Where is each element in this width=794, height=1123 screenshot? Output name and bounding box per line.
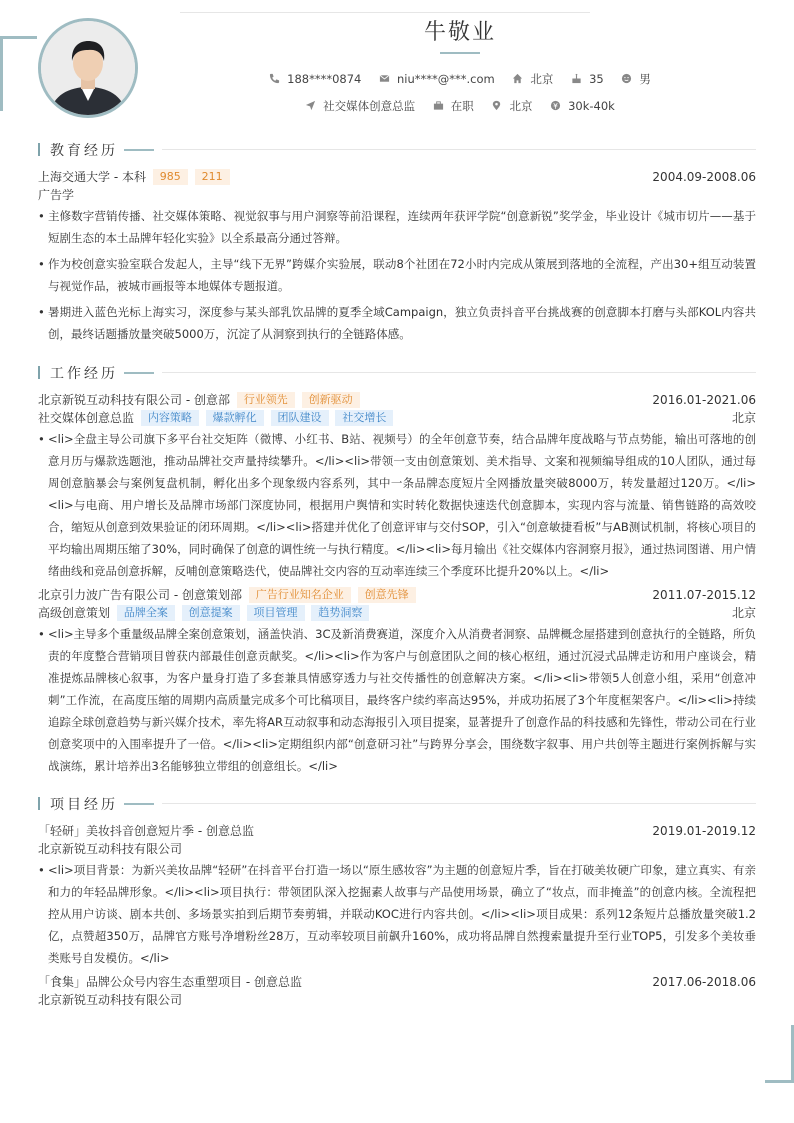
position-row	[38, 604, 756, 622]
skill-tag: 趋势洞察	[311, 605, 369, 621]
list-item: • <li>全盘主导公司旗下多平台社交矩阵（微博、小红书、B站、视频号）的全年创意节奏，结合品牌年度战略与节点势能，输出可落地的创意月历与爆款选题池，推动品牌社交声量持续攀升。</li><li>带领一支由创意策划、美术指导、文案和视频编导组成的10人团队，通过每周创意脑暴会与案例复盘机制，孵化出多个现象级内容系列，其中一条品牌态度短片全网播放量突破8000万，转发量超过120万。</li><li>与电商、用户增长及品牌市场部门深度协同，根据用户舆情和实时转化数据快速迭代创意脚本，实现内容与流量、销售链路的高效咬合，缩短从创意到效果验证的闭环周期。</li><li>搭建并优化了创意评审与交付SOP，引入“创意敏捷看板”与AB测试机制，将核心项目的平均输出周期压缩了30%，同时确保了创意的调性统一与执行精度。</li><li>每月输出《社交媒体内容洞察月报》，通过热词图谱、用户情绪曲线和竞品创意拆解，反哺创意策略迭代，使品牌社交内容的互动率连续三个季度环比提升20%以上。</li>	[38, 428, 756, 582]
skill-tag: 项目管理	[247, 605, 305, 621]
education-section-header	[38, 140, 756, 160]
list-item: • 暑期进入蓝色光标上海实习，深度参与某头部乳饮品牌的夏季全域Campaign，独立负责抖音平台挑战赛的创意脚本打磨与头部KOL内容共创，最终话题播放量突破5000万，沉淀了从洞察到执行的全链路体感。	[38, 301, 756, 345]
money-icon	[550, 100, 561, 111]
face-icon	[621, 73, 632, 84]
company-name: 北京引力波广告有限公司 - 创意策划部	[38, 588, 242, 602]
top-divider	[180, 12, 590, 13]
section-title: 教育经历	[50, 143, 118, 159]
skill-tag: 内容策略	[141, 410, 199, 426]
email-icon	[379, 73, 390, 84]
send-icon	[305, 100, 316, 111]
work-section	[38, 363, 756, 781]
major: 广告学	[38, 188, 75, 202]
project-name: 「食集」品牌公众号内容生态重塑项目 - 创意总监	[38, 975, 302, 989]
project-date: 2019.01-2019.12	[652, 824, 756, 838]
project-section-header	[38, 794, 756, 814]
job-status-text: 在职	[450, 99, 474, 113]
list-item: • 作为校创意实验室联合发起人，主导“线下无界”跨媒介实验展，联动8个社团在72小时内完成从策展到落地的全流程，产出30+组互动装置与视觉作品，被城市画报等本地媒体专题报道。	[38, 253, 756, 297]
work-entry-header	[38, 586, 756, 604]
candidate-name: 牛敬业	[423, 20, 496, 45]
intent-title-text: 社交媒体创意总监	[323, 99, 416, 113]
contact-info-row	[0, 71, 794, 87]
company-name: 北京新锐互动科技有限公司 - 创意部	[38, 393, 230, 407]
position-title: 高级创意策划	[38, 606, 111, 620]
education-bullets	[38, 205, 756, 345]
project-entry-header	[38, 973, 756, 991]
phone-item	[269, 72, 361, 86]
email-item	[379, 72, 495, 86]
gender-text: 男	[639, 72, 651, 86]
education-date: 2004.09-2008.06	[652, 170, 756, 184]
work-city: 北京	[731, 411, 756, 425]
city-text: 北京	[530, 72, 554, 86]
job-intent-row	[0, 98, 794, 114]
location-text: 北京	[509, 99, 533, 113]
decorative-corner-bottom-right	[765, 1025, 794, 1083]
work-description	[38, 428, 756, 582]
gender-item	[621, 71, 651, 87]
project-name: 「轻研」美妆抖音创意短片季 - 创意总监	[38, 824, 254, 838]
company-tag: 广告行业知名企业	[249, 587, 351, 603]
briefcase-icon	[433, 100, 444, 111]
list-item: • <li>主导多个重量级品牌全案创意策划，涵盖快消、3C及新消费赛道，深度介入从消费者洞察、品牌概念屋搭建到创意执行的全链路，所负责的年度整合营销项目曾获内部最佳创意贡献奖。</li><li>作为客户与创意团队之间的核心枢纽，通过沉浸式品牌走访和用户座谈会，精准提炼品牌核心叙事，为客户量身打造了多套兼具情感穿透力与社交传播性的创意解决方案。</li><li>带领5人创意小组，采用“创意冲刺”工作流，在高度压缩的周期内高质量完成多个可比稿项目，最终客户续约率高达95%，并成功拓展了3个年度框架客户。</li><li>持续追踪全球创意趋势与新兴媒介技术，率先将AR互动叙事和动态海报引入项目提案，显著提升了创意作品的科技感和先锋性，带动公司在行业创意奖项中的入围率提升了一倍。</li><li>定期组织内部“创意研习社”与跨界分享会，围绕数字叙事、用户共创等主题进行案例拆解与实战演练，累计培养出3名能够独立带组的创意组长。</li>	[38, 623, 756, 777]
salary-text: 30k-40k	[568, 99, 615, 113]
education-section	[38, 140, 756, 349]
skill-tag: 创意提案	[182, 605, 240, 621]
name-underline	[440, 52, 480, 54]
skill-tag: 爆款孵化	[206, 410, 264, 426]
school-tag: 211	[195, 169, 230, 185]
section-title: 项目经历	[50, 797, 118, 813]
work-section-header	[38, 363, 756, 383]
phone-icon	[269, 73, 280, 84]
intent-title-item	[305, 98, 415, 114]
email-text: niu****@***.com	[397, 72, 495, 86]
work-date: 2011.07-2015.12	[652, 588, 756, 602]
project-company: 北京新锐互动科技有限公司	[38, 993, 183, 1007]
age-text: 35	[589, 72, 604, 86]
work-description	[38, 623, 756, 777]
skill-tag: 品牌全案	[117, 605, 175, 621]
list-item: • <li>项目背景：为新兴美妆品牌“轻研”在抖音平台打造一场以“原生感妆容”为主题的创意短片季，旨在打破美妆硬广印象，建立真实、有亲和力的年轻品牌形象。</li><li>项目执行：带领团队深入挖掘素人故事与产品使用场景，确立了“妆点，而非掩盖”的创意内核。全流程把控从用户访谈、剧本共创、多场景实拍到后期节奏剪辑，并联动KOC进行内容共创。</li><li>项目成果：系列12条短片总播放量突破1.2亿，点赞超350万，品牌官方账号净增粉丝28万，互动率较项目前飙升160%，成功将品牌自然搜索量提升至行业TOP5，引发多个美妆垂类账号自发模仿。</li>	[38, 859, 756, 969]
project-description	[38, 859, 756, 969]
project-entry-header	[38, 822, 756, 840]
phone-text: 188****0874	[287, 72, 362, 86]
skill-tag: 团队建设	[271, 410, 329, 426]
education-entry-header	[38, 168, 756, 186]
salary-item	[550, 99, 615, 113]
school-tag: 985	[153, 169, 188, 185]
location-pin-icon	[491, 100, 502, 111]
school-name: 上海交通大学 - 本科	[38, 170, 146, 184]
cake-icon	[571, 73, 582, 84]
age-item	[571, 72, 604, 86]
job-status-item	[433, 98, 474, 114]
location-item	[491, 98, 532, 114]
position-row	[38, 409, 756, 427]
position-title: 社交媒体创意总监	[38, 411, 135, 425]
work-city: 北京	[731, 606, 756, 620]
project-section	[38, 794, 756, 1009]
company-tag: 创新驱动	[302, 392, 360, 408]
list-item: • 主修数字营销传播、社交媒体策略、视觉叙事与用户洞察等前沿课程，连续两年获评学院“创意新锐”奖学金，毕业设计《城市切片——基于短剧生态的本土品牌年轻化实验》以全系最高分通过答辩。	[38, 205, 756, 249]
company-tag: 行业领先	[237, 392, 295, 408]
section-title: 工作经历	[50, 366, 118, 382]
city-item	[512, 71, 553, 87]
home-icon	[512, 73, 523, 84]
project-company: 北京新锐互动科技有限公司	[38, 842, 183, 856]
skill-tag: 社交增长	[335, 410, 393, 426]
work-date: 2016.01-2021.06	[652, 393, 756, 407]
company-tag: 创意先锋	[358, 587, 416, 603]
project-date: 2017.06-2018.06	[652, 975, 756, 989]
work-entry-header	[38, 391, 756, 409]
